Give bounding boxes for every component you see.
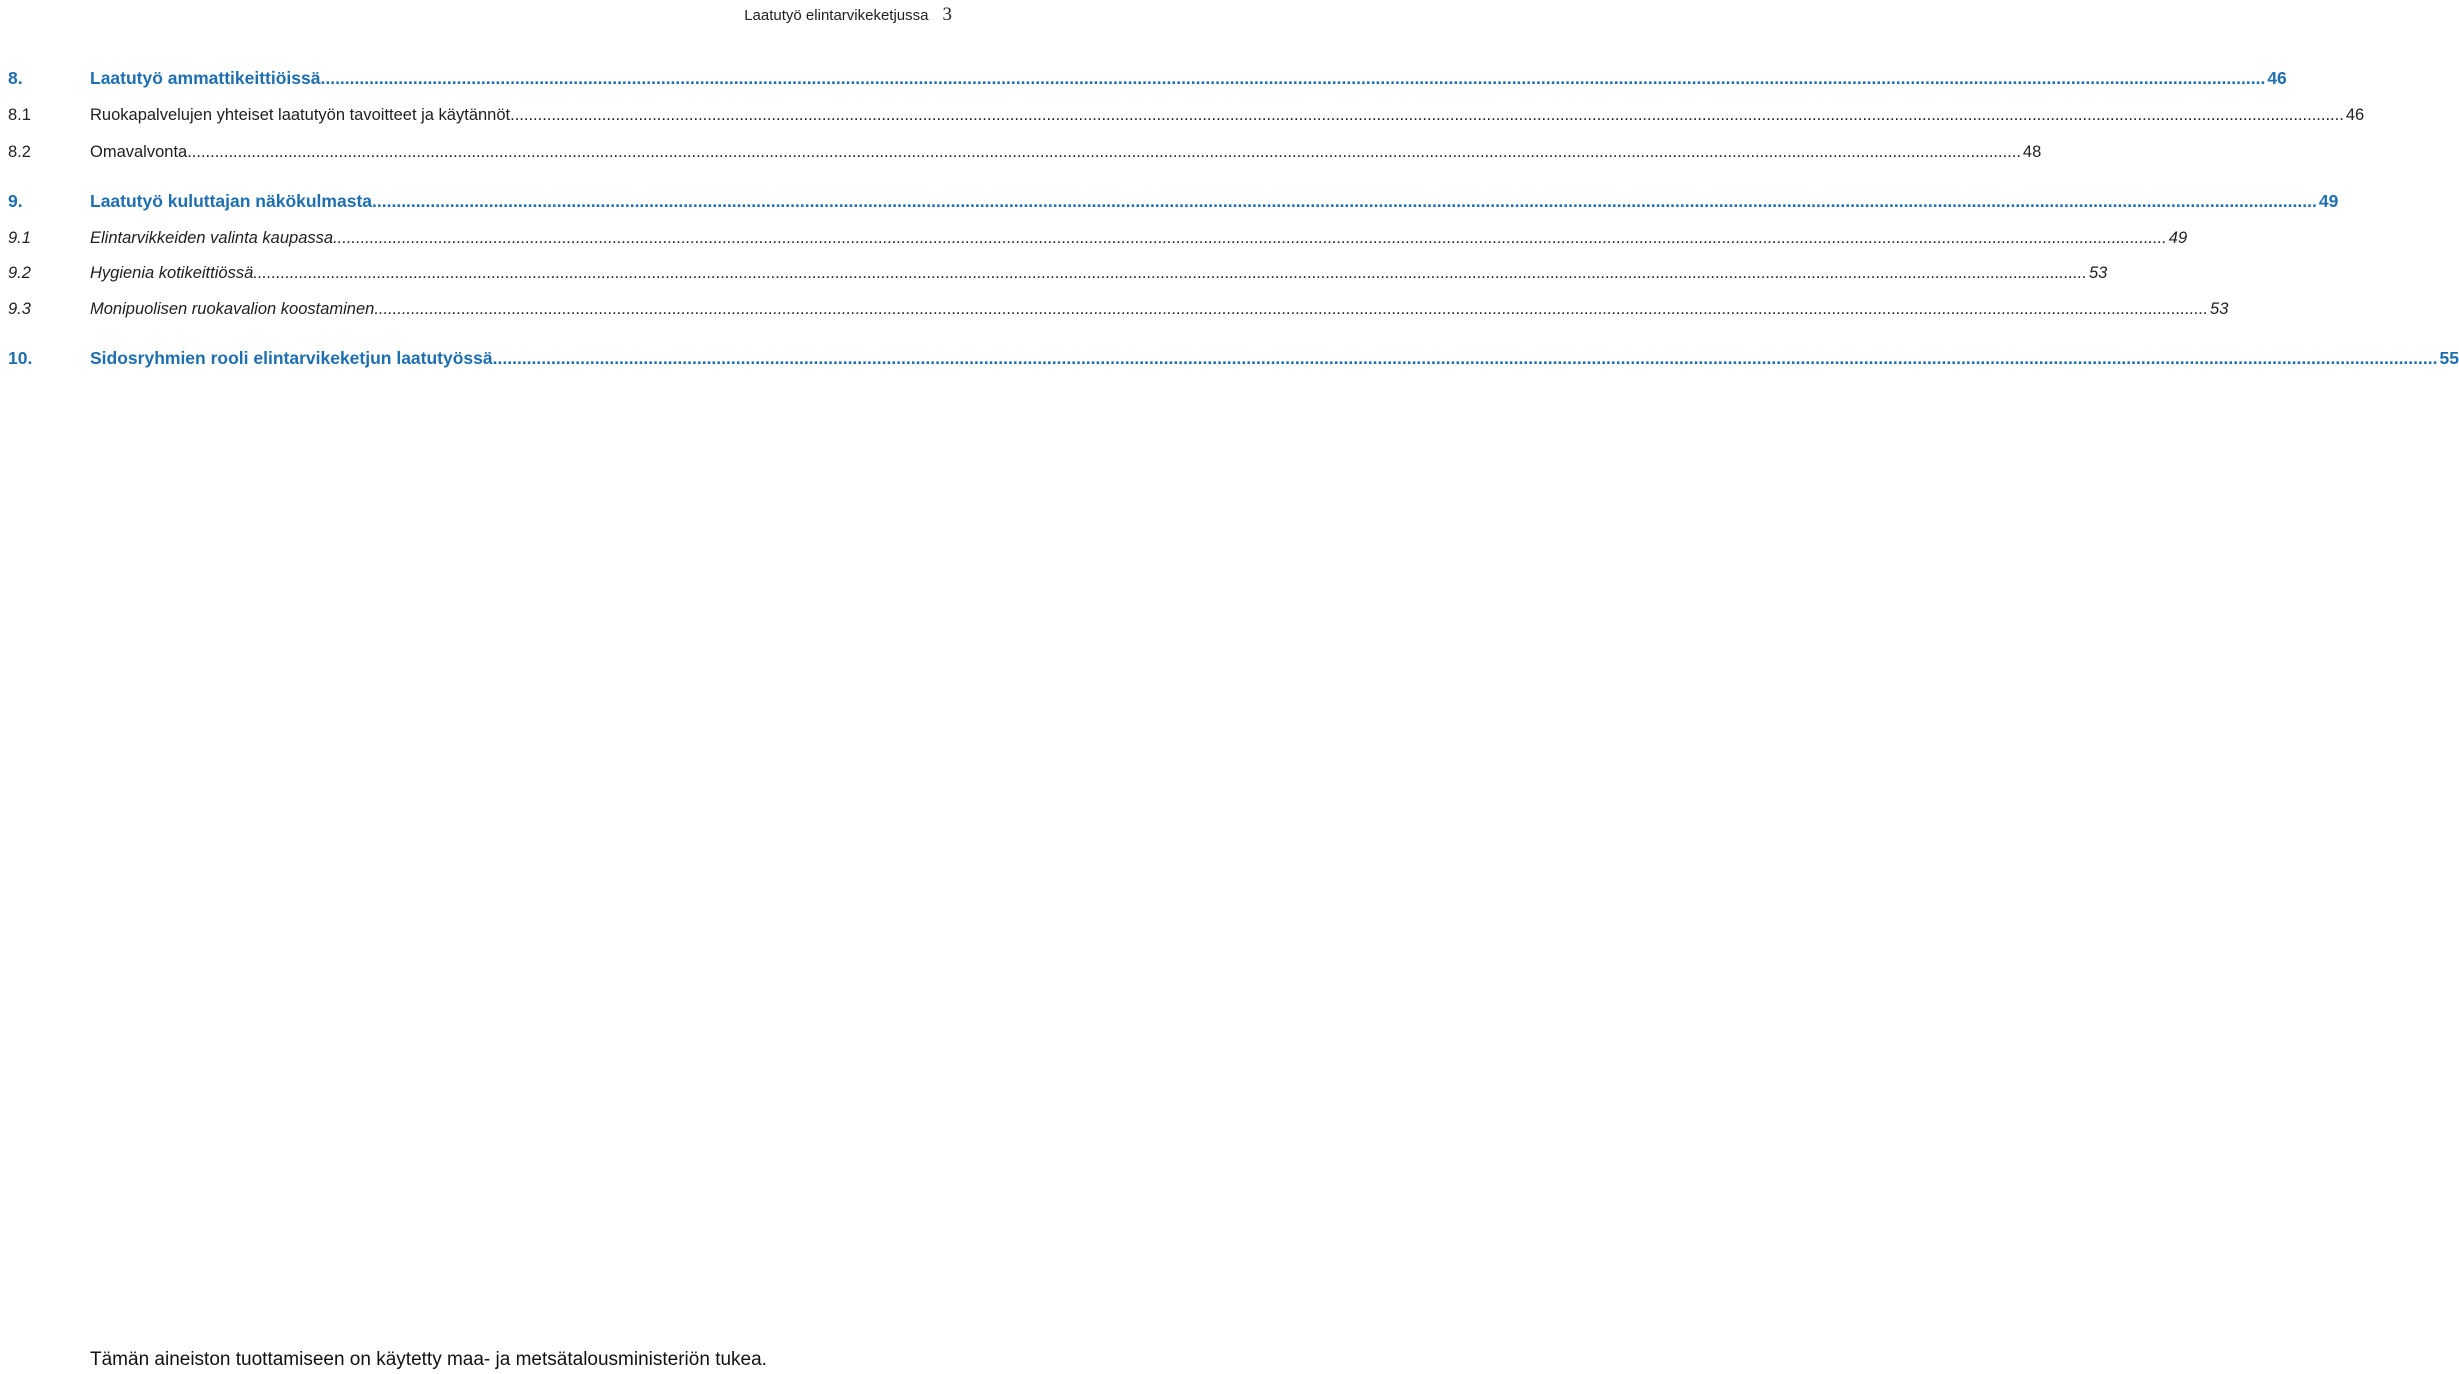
- toc-dot-leader: ................................................................................................................................................................................................................................................................................................................................................................................................................: [372, 191, 2317, 211]
- running-header-title: Laatutyö elintarvikeketjussa: [744, 7, 929, 24]
- toc-entry-number: 8.: [8, 68, 23, 88]
- toc-entry-title: Sidosryhmien rooli elintarvikeketjun laatutyössä: [90, 348, 493, 368]
- toc-entry-9-1[interactable]: [8, 229, 2188, 248]
- toc-entry-page: 49: [2168, 229, 2188, 247]
- toc-entry-9-3[interactable]: [8, 300, 2229, 319]
- toc-entry-title: Ruokapalvelujen yhteiset laatutyön tavoitteet ja käytännöt: [90, 106, 511, 124]
- toc-entry-page: 53: [2210, 300, 2229, 318]
- toc-dot-leader: ................................................................................................................................................................................................................................................................................................................................................................................................................: [253, 264, 2087, 282]
- toc-dot-leader: ................................................................................................................................................................................................................................................................................................................................................................................................................: [510, 106, 2344, 124]
- toc-entry-8-1[interactable]: [8, 106, 2365, 125]
- toc-entry-title: Elintarvikkeiden valinta kaupassa: [90, 229, 334, 247]
- toc-entry-title: Hygienia kotikeittiössä: [90, 264, 254, 282]
- toc-entry-number: 9.3: [8, 300, 31, 318]
- toc-entry-9[interactable]: [8, 191, 2339, 212]
- toc-entry-number: 9.1: [8, 229, 31, 247]
- toc-entry-page: 49: [2318, 191, 2339, 211]
- toc-entry-title: Omavalvonta: [90, 143, 188, 161]
- toc-entry-title: Laatutyö ammattikeittiöissä: [90, 68, 321, 88]
- toc-entry-page: 46: [2345, 106, 2365, 124]
- toc-entry-page: 48: [2022, 143, 2042, 161]
- toc-entry-page: 46: [2267, 68, 2287, 88]
- toc-entry-10[interactable]: [8, 348, 2459, 369]
- toc-dot-leader: ................................................................................................................................................................................................................................................................................................................................................................................................................: [492, 348, 2438, 368]
- toc-entry-page: 55: [2439, 348, 2459, 368]
- page-number: 3: [942, 4, 952, 25]
- toc-entry-title: Laatutyö kuluttajan näkökulmasta: [90, 191, 373, 211]
- toc-entry-number: 10.: [8, 348, 33, 368]
- toc-dot-leader: ................................................................................................................................................................................................................................................................................................................................................................................................................: [374, 300, 2209, 318]
- toc-entry-number: 8.2: [8, 143, 31, 161]
- funding-footnote: Tämän aineiston tuottamiseen on käytetty maa- ja metsätalousministeriön tukea.: [90, 1349, 767, 1370]
- toc-entry-8-2[interactable]: [8, 143, 2042, 162]
- toc-entry-9-2[interactable]: [8, 264, 2108, 283]
- toc-entry-number: 9.: [8, 191, 23, 211]
- toc-entry-number: 9.2: [8, 264, 31, 282]
- toc-entry-number: 8.1: [8, 106, 31, 124]
- toc-entry-8[interactable]: [8, 68, 2287, 89]
- toc-dot-leader: ................................................................................................................................................................................................................................................................................................................................................................................................................: [320, 68, 2266, 88]
- page-header: [744, 0, 952, 26]
- toc-entry-title: Monipuolisen ruokavalion koostaminen: [90, 300, 375, 318]
- toc-dot-leader: ................................................................................................................................................................................................................................................................................................................................................................................................................: [333, 229, 2167, 247]
- toc-entry-page: 53: [2088, 264, 2108, 282]
- toc-dot-leader: ................................................................................................................................................................................................................................................................................................................................................................................................................: [187, 143, 2021, 161]
